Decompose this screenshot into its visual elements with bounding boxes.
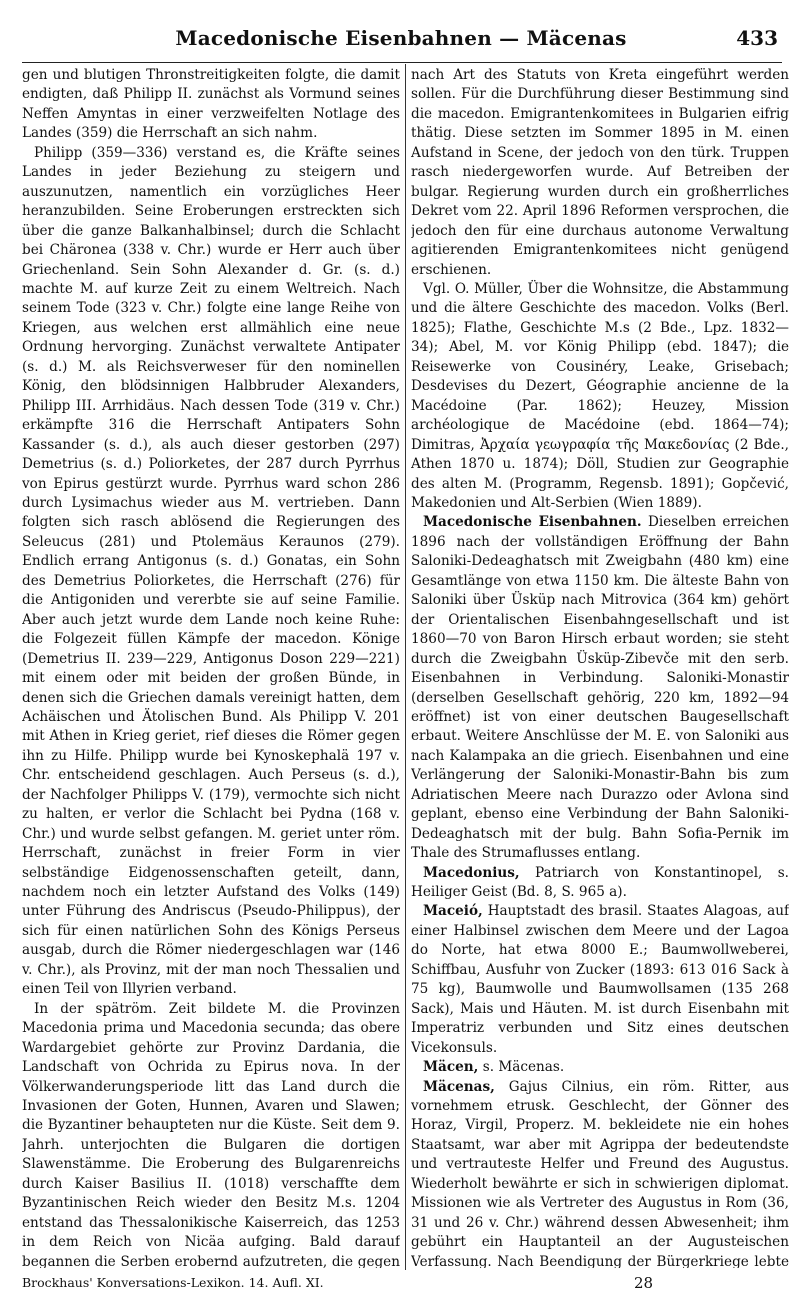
running-title: Macedonische Eisenbahnen — Mäcenas	[175, 26, 627, 50]
paragraph: nach Art des Statuts von Kreta eingeführt werden sollen. Für die Durchführung dieser Bestimmung sind die macedon. Emigrantenkomitees in Bulgarien eifrig thätig. Diese setzten im Sommer 1895 in M. einen Aufstand in Scene, der jedoch von den türk. Truppen rasch niedergeworfen wurde. Auf Betreiben der bulgar. Regierung wurden durch ein großherrliches Dekret vom 22. April 1896 Reformen versprochen, die jedoch den für eine durchaus autonome Verwaltung agitierenden Emigrantenkomitees nicht genügend erschienen.	[411, 67, 789, 278]
running-header	[22, 0, 780, 62]
paragraph: In der spätröm. Zeit bildete M. die Provinzen Macedonia prima und Macedonia secunda; das obere Wardargebiet gehörte zur Provinz Dardania, die Landschaft von Ochrida zu Epirus nova. In der Völkerwanderungsperiode litt das Land durch die Invasionen der Goten, Hunnen, Avaren und Slawen; die Byzantiner behaupteten nur die Küste. Seit dem 9. Jahrh. unterjochten die Bulgaren die dortigen Slawenstämme. Die Eroberung des Bulgarenreichs durch Kaiser Basilius II. (1018) verschaffte dem Byzantinischen Reich wieder den Besitz M.s. 1204 entstand das Thessalonikische Kaiserreich, das 1253 in dem Reich von Nicäa aufging. Bald darauf begannen die Serben erobernd aufzutreten, die gegen	[22, 1000, 400, 1268]
column-divider	[405, 64, 406, 1270]
bibliography-paragraph: Vgl. O. Müller, Über die Wohnsitze, die Abstammung und die ältere Geschichte des macedon. Volks (Berl. 1825); Flathe, Geschichte M.s (2 Bde., Lpz. 1832—34); Abel, M. vor König Philipp (ebd. 1847); die Reisewerke von Cousinéry, Leake, Grisebach; Desdevises du Dezert, Géographie ancienne de la Macédoine (Par. 1862); Heuzey, Mission archéologique de Macédoine (ebd. 1864—74); Dimitras, Ἀρχαία γεωγραφία τῆς Μακεδονίας (2 Bde., Athen 1870 u. 1874); Döll, Studien zur Geographie des alten M. (Programm, Regensb. 1891); Gopčević, Makedonien und Alt-Serbien (Wien 1889).	[411, 280, 789, 511]
entry-text: s. Mäcenas.	[478, 1059, 565, 1076]
page-footer	[22, 1272, 782, 1298]
entry-text: Dieselben erreichen 1896 nach der vollständigen Eröffnung der Bahn Saloniki-Dedeaghatsch mit Zweigbahn (480 km) eine Gesamtlänge von etwa 1150 km. Die älteste Bahn von Saloniki über Üsküp nach Mitrovica (364 km) gehört der Orientalischen Eisenbahngesellschaft und ist 1860—70 von Baron Hirsch erbaut worden; sie steht durch die Zweigbahn Üsküp-Zibevče mit den serb. Eisenbahnen in Verbindung. Saloniki-Monastir (derselben Gesellschaft gehörig, 220 km, 1892—94 eröffnet) ist von einer deutschen Baugesellschaft erbaut. Weitere Anschlüsse der M. E. von Saloniki aus nach Kalampaka an die griech. Eisenbahnen und eine Verlängerung der Saloniki-Monastir-Bahn bis zum Adriatischen Meere nach Durazzo oder Avlona sind geplant, ebenso eine Verbindung der Bahn Saloniki-Dedeaghatsch mit der bulg. Bahn Sofia-Pernik im Thale des Strumaflusses entlang.	[411, 514, 789, 862]
header-rule	[22, 62, 782, 63]
page-number: 433	[736, 26, 778, 50]
entry-headword: Mäcen,	[423, 1059, 479, 1076]
right-column	[411, 66, 789, 1268]
paragraph: Philipp (359—336) verstand es, die Kräfte seines Landes in jeder Beziehung zu steigern und auszunutzen, namentlich ein vorzügliches Heer heranzubilden. Seine Eroberungen erstreckten sich über die ganze Balkanhalbinsel; durch die Schlacht bei Chäronea (338 v. Chr.) wurde er Herr auch über Griechenland. Sein Sohn Alexander d. Gr. (s. d.) machte M. auf kurze Zeit zu einem Weltreich. Nach seinem Tode (323 v. Chr.) folgte eine lange Reihe von Kriegen, aus welchen erst allmählich eine neue Ordnung hervorging. Zunächst verwaltete Antipater (s. d.) M. als Reichsverweser für den nominellen König, den blödsinnigen Halbbruder Alexanders, Philipp III. Arrhidäus. Nach dessen Tode (319 v. Chr.) erkämpfte 316 die Herrschaft Antipaters Sohn Kassander (s. d.), als auch dieser gestorben (297) Demetrius (s. d.) Poliorketes, der 287 durch Pyrrhus von Epirus gestürzt wurde. Pyrrhus ward schon 286 durch Lysimachus wieder aus M. vertrieben. Dann folgten sich rasch ablösend die Regierungen des Seleucus (281) und Ptolemäus Keraunos (279). Endlich errang Antigonus (s. d.) Gonatas, ein Sohn des Demetrius Poliorketes, die Herrschaft (276) für die Antigoniden und vererbte sie auf seine Familie. Aber auch jetzt wurde dem Lande noch keine Ruhe: die Folgezeit füllen Kämpfe der macedon. Könige (Demetrius II. 239—229, Antigonus Doson 229—221) mit einem oder mit beiden der großen Bünde, in denen sich die Griechen damals vereinigt hatten, dem Achäischen und Ätolischen Bund. Als Philipp V. 201 mit Athen in Krieg geriet, rief dieses die Römer gegen ihn zu Hilfe. Philipp wurde bei Kynoskephalä 197 v. Chr. entscheidend geschlagen. Auch Perseus (s. d.), der Nachfolger Philipps V. (179), vermochte sich nicht zu halten, er verlor die Schlacht bei Pydna (168 v. Chr.) und wurde selbst gefangen. M. geriet unter röm. Herrschaft, zunächst in freier Form in vier selbständige Eidgenossenschaften geteilt, dann, nachdem noch ein letzter Aufstand des Volks (149) unter Führung des Andriscus (Pseudo-Philippus), der sich für einen natürlichen Sohn des Königs Perseus ausgab, durch die Römer niedergeschlagen war (146 v. Chr.), als Provinz, mit der man noch Thessalien und einen Teil von Illyrien verband.	[22, 144, 400, 998]
entry-text: Patriarch von Konstantinopel, s. Heiliger Geist (Bd. 8, S. 965 a).	[411, 864, 789, 901]
entry-headword: Macedonische Eisenbahnen.	[423, 514, 642, 531]
lexicon-entry	[411, 1058, 789, 1077]
entry-headword: Macedonius,	[423, 864, 520, 881]
lexicon-entry	[411, 902, 789, 1058]
entry-text: Hauptstadt des brasil. Staates Alagoas, auf einer Halbinsel zwischen dem Meere und der Lagoa do Norte, hat etwa 8000 E.; Baumwollweberei, Schiffbau, Ausfuhr von Zucker (1893: 613 016 Sack à 75 kg), Baumwolle und Baumwollsamen (135 268 Sack), Mais und Häuten. M. ist durch Eisenbahn mit Imperatriz verbunden und Sitz eines deutschen Vicekonsuls.	[411, 903, 789, 1056]
lexicon-entry	[411, 513, 789, 863]
lexicon-entry	[411, 864, 789, 903]
lexicon-entry	[411, 1078, 789, 1268]
publication-line: Brockhaus' Konversations-Lexikon. 14. Aufl. XI.	[22, 1275, 324, 1290]
entry-headword: Mäcenas,	[423, 1078, 495, 1095]
entry-text: Gajus Cilnius, ein röm. Ritter, aus vornehmem etrusk. Geschlecht, der Gönner des Horaz, Virgil, Properz. M. bekleidete nie ein hohes Staatsamt, war aber mit Agrippa der bedeutendste und vertrauteste Helfer und Freund des Augustus. Wiederholt bewährte er sich in schwierigen diplomat. Missionen wie als Vertreter des Augustus in Rom (36, 31 und 26 v. Chr.) während dessen Abwesenheit; ihm gebührt ein Hauptanteil an der Augusteischen Verfassung. Nach Beendigung der Bürgerkriege lebte	[411, 1078, 789, 1268]
paragraph: gen und blutigen Thronstreitigkeiten folgte, die damit endigten, daß Philipp II. zunächst als Vormund seines Neffen Amyntas in einer verzweifelten Notlage des Landes (359) die Herrschaft an sich nahm.	[22, 67, 400, 142]
signature-mark: 28	[634, 1274, 654, 1292]
left-column	[22, 66, 400, 1268]
entry-headword: Maceió,	[423, 903, 483, 920]
